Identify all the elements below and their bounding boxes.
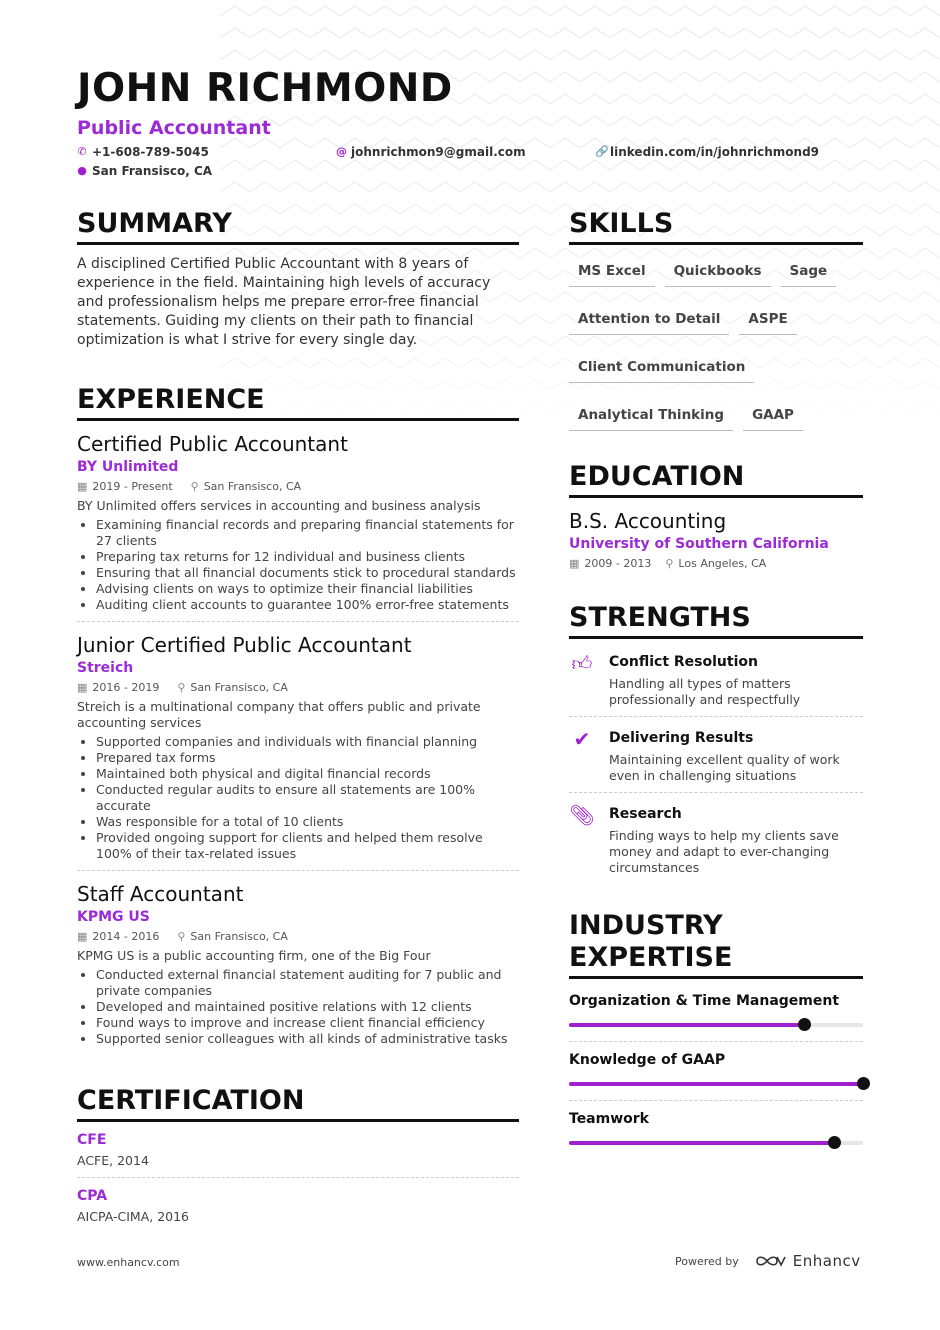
location-pin-icon: ⚲ <box>190 480 199 493</box>
job-dates: 2014 - 2016 <box>92 930 160 943</box>
skill-tag: Attention to Detail <box>569 305 729 335</box>
education-school: University of Southern California <box>569 536 829 552</box>
phone-contact <box>77 144 209 160</box>
certification-list <box>77 1130 519 1233</box>
education-location: Los Angeles, CA <box>678 557 767 570</box>
strength-title: Conflict Resolution <box>609 654 758 670</box>
strength-item <box>569 793 863 884</box>
job-description: Streich is a multinational company that offers public and private accounting services <box>77 699 481 730</box>
skill-tag: ASPE <box>739 305 796 335</box>
strength-title: Delivering Results <box>609 730 754 746</box>
calendar-icon: ▦ <box>77 480 88 493</box>
job-bullet: • Developed and maintained positive relations with 12 clients <box>96 999 519 1015</box>
resume-name: JOHN RICHMOND <box>77 66 453 111</box>
calendar-icon: ▦ <box>77 930 88 943</box>
location-pin-icon: ⚲ <box>665 557 674 570</box>
link-icon: 🔗 <box>595 145 609 158</box>
strength-title: Research <box>609 806 682 822</box>
expertise-bar <box>569 1141 863 1145</box>
summary-title: SUMMARY <box>77 208 519 245</box>
certification-name: CPA <box>77 1188 108 1204</box>
expertise-bar-knob <box>798 1018 811 1031</box>
job-bullet: • Conducted regular audits to ensure all statements are 100% accurate <box>96 782 519 814</box>
expertise-bar-fill <box>569 1023 804 1027</box>
education-meta <box>569 556 863 572</box>
expertise-bar <box>569 1082 863 1086</box>
checkmark-icon: ✔ <box>573 727 591 751</box>
phone-text: +1-608-789-5045 <box>92 145 209 159</box>
paperclip-icon: 📎︎ <box>569 803 595 827</box>
certification-org: ACFE, 2014 <box>77 1153 149 1168</box>
expertise-item <box>569 983 863 1042</box>
strength-description: Maintaining excellent quality of work even in challenging situations <box>609 752 840 783</box>
job-meta <box>77 929 519 945</box>
expertise-list <box>569 983 863 1159</box>
strength-description: Finding ways to help my clients save money and adapt to ever-changing circumstances <box>609 828 839 875</box>
job-bullet: • Ensuring that all financial documents stick to procedural standards <box>96 565 519 581</box>
job-bullet: • Was responsible for a total of 10 clients <box>96 814 519 830</box>
expertise-name: Knowledge of GAAP <box>569 1052 726 1068</box>
left-column <box>77 208 519 1241</box>
location-contact <box>77 163 212 179</box>
strength-text <box>609 651 863 708</box>
footer-powered <box>675 1252 861 1270</box>
summary-text: A disciplined Certified Public Accountant with 8 years of experience in the field. Maintaining high levels of accuracy and professionalism helps me prepare error-free financial statements. Guiding my clients on their path to financial optimization is what I strive for every single day. <box>77 256 491 348</box>
thumbs-up-icon: 👍︎ <box>571 651 593 675</box>
education-title: EDUCATION <box>569 461 863 498</box>
footer-website[interactable]: www.enhancv.com <box>77 1256 180 1269</box>
certification-name: CFE <box>77 1132 107 1148</box>
skill-tag: GAAP <box>743 401 803 431</box>
skill-tag: Client Communication <box>569 353 754 383</box>
job-meta <box>77 479 519 495</box>
job-bullet: • Examining financial records and preparing financial statements for 27 clients <box>96 517 519 549</box>
strengths-title: STRENGTHS <box>569 602 863 639</box>
job-entry <box>77 881 519 1055</box>
email-contact[interactable] <box>336 144 526 160</box>
strength-text <box>609 727 863 784</box>
skill-tag: MS Excel <box>569 257 655 287</box>
at-icon: @ <box>336 145 347 158</box>
certification-item <box>77 1130 519 1178</box>
job-location: San Fransisco, CA <box>190 930 288 943</box>
job-location: San Fransisco, CA <box>190 681 288 694</box>
strength-text <box>609 803 863 876</box>
strength-description: Handling all types of matters professionally and respectfully <box>609 676 801 707</box>
job-description: BY Unlimited offers services in accounting and business analysis <box>77 498 481 513</box>
expertise-title <box>569 910 863 979</box>
expertise-name: Organization & Time Management <box>569 993 840 1009</box>
certification-org: AICPA-CIMA, 2016 <box>77 1209 189 1224</box>
email-text[interactable]: johnrichmon9@gmail.com <box>351 145 526 159</box>
job-dates: 2016 - 2019 <box>92 681 160 694</box>
job-bullet: • Preparing tax returns for 12 individual and business clients <box>96 549 519 565</box>
certification-title: CERTIFICATION <box>77 1085 519 1122</box>
brand-logo[interactable] <box>755 1252 861 1270</box>
job-bullet: • Advising clients on ways to optimize their financial liabilities <box>96 581 519 597</box>
certification-item <box>77 1186 519 1233</box>
linkedin-text[interactable]: linkedin.com/in/johnrichmond9 <box>610 145 820 159</box>
skill-tag: Quickbooks <box>665 257 771 287</box>
job-entry <box>77 431 519 622</box>
job-bullets <box>77 517 519 613</box>
job-bullets <box>77 734 519 862</box>
job-bullet: • Supported senior colleagues with all kinds of administrative tasks <box>96 1031 519 1047</box>
job-bullet: • Supported companies and individuals with financial planning <box>96 734 519 750</box>
experience-title: EXPERIENCE <box>77 384 519 421</box>
expertise-title-line2: EXPERTISE <box>569 942 733 973</box>
powered-by-text: Powered by <box>675 1254 739 1268</box>
phone-icon: ✆ <box>77 145 87 158</box>
linkedin-contact[interactable] <box>595 144 819 160</box>
job-title: Junior Certified Public Accountant <box>77 633 412 657</box>
job-bullet: • Prepared tax forms <box>96 750 519 766</box>
skills-list <box>569 257 863 431</box>
skill-tag: Analytical Thinking <box>569 401 733 431</box>
location-pin-icon: ● <box>77 164 87 177</box>
location-pin-icon: ⚲ <box>177 930 186 943</box>
job-meta <box>77 680 519 696</box>
job-title: Staff Accountant <box>77 882 244 906</box>
expertise-name: Teamwork <box>569 1111 649 1127</box>
location-pin-icon: ⚲ <box>177 681 186 694</box>
job-description: KPMG US is a public accounting firm, one of the Big Four <box>77 948 431 963</box>
job-bullet: • Auditing client accounts to guarantee 100% error-free statements <box>96 597 519 613</box>
experience-list <box>77 431 519 1055</box>
job-title: Certified Public Accountant <box>77 432 348 456</box>
job-company[interactable]: Streich <box>77 660 134 676</box>
job-bullet: • Conducted external financial statement auditing for 7 public and private companies <box>96 967 519 999</box>
expertise-title-line1: INDUSTRY <box>569 910 723 941</box>
job-location: San Fransisco, CA <box>203 480 302 493</box>
strengths-list <box>569 641 863 884</box>
job-bullets <box>77 967 519 1047</box>
expertise-bar-fill <box>569 1082 863 1086</box>
enhancv-logo-icon <box>755 1253 787 1269</box>
expertise-bar-knob <box>857 1077 870 1090</box>
job-entry <box>77 632 519 871</box>
expertise-item <box>569 1042 863 1101</box>
job-dates: 2019 - Present <box>92 480 173 493</box>
skill-tag: Sage <box>781 257 837 287</box>
expertise-bar <box>569 1023 863 1027</box>
expertise-bar-knob <box>828 1136 841 1149</box>
expertise-item <box>569 1101 863 1159</box>
job-company[interactable]: KPMG US <box>77 909 150 925</box>
calendar-icon: ▦ <box>77 681 88 694</box>
expertise-bar-fill <box>569 1141 834 1145</box>
education-dates: 2009 - 2013 <box>584 557 652 570</box>
job-bullet: • Maintained both physical and digital financial records <box>96 766 519 782</box>
education-degree: B.S. Accounting <box>569 509 727 533</box>
strength-item <box>569 641 863 717</box>
resume-role: Public Accountant <box>77 117 271 139</box>
job-company[interactable]: BY Unlimited <box>77 459 179 475</box>
right-column <box>569 208 863 1159</box>
brand-name: Enhancv <box>792 1252 861 1270</box>
job-bullet: • Found ways to improve and increase client financial efficiency <box>96 1015 519 1031</box>
strength-item <box>569 717 863 793</box>
calendar-icon: ▦ <box>569 557 580 570</box>
skills-title: SKILLS <box>569 208 863 245</box>
job-bullet: • Provided ongoing support for clients and helped them resolve 100% of their tax-related issues <box>96 830 519 862</box>
location-text: San Fransisco, CA <box>92 164 213 178</box>
